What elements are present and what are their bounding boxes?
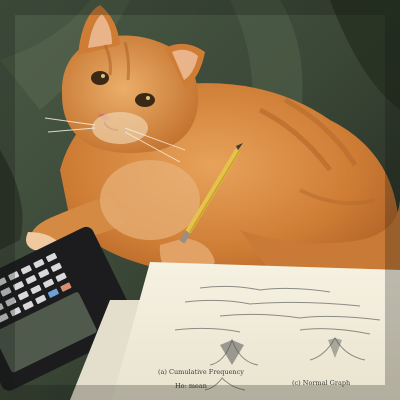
cat-eye-left [91, 71, 109, 85]
worksheet-label: (a) Cumulative Frequency [158, 368, 244, 376]
cat-chest [100, 160, 200, 240]
cat-muzzle [92, 112, 148, 144]
worksheet-label: Ho: mean [175, 382, 207, 390]
cat-eye-glint [146, 96, 150, 100]
cat-eye-right [135, 93, 155, 107]
worksheet-label: (c) Normal Graph [292, 379, 351, 387]
cat-eye-glint [101, 74, 105, 78]
paper-sheet [112, 262, 400, 400]
